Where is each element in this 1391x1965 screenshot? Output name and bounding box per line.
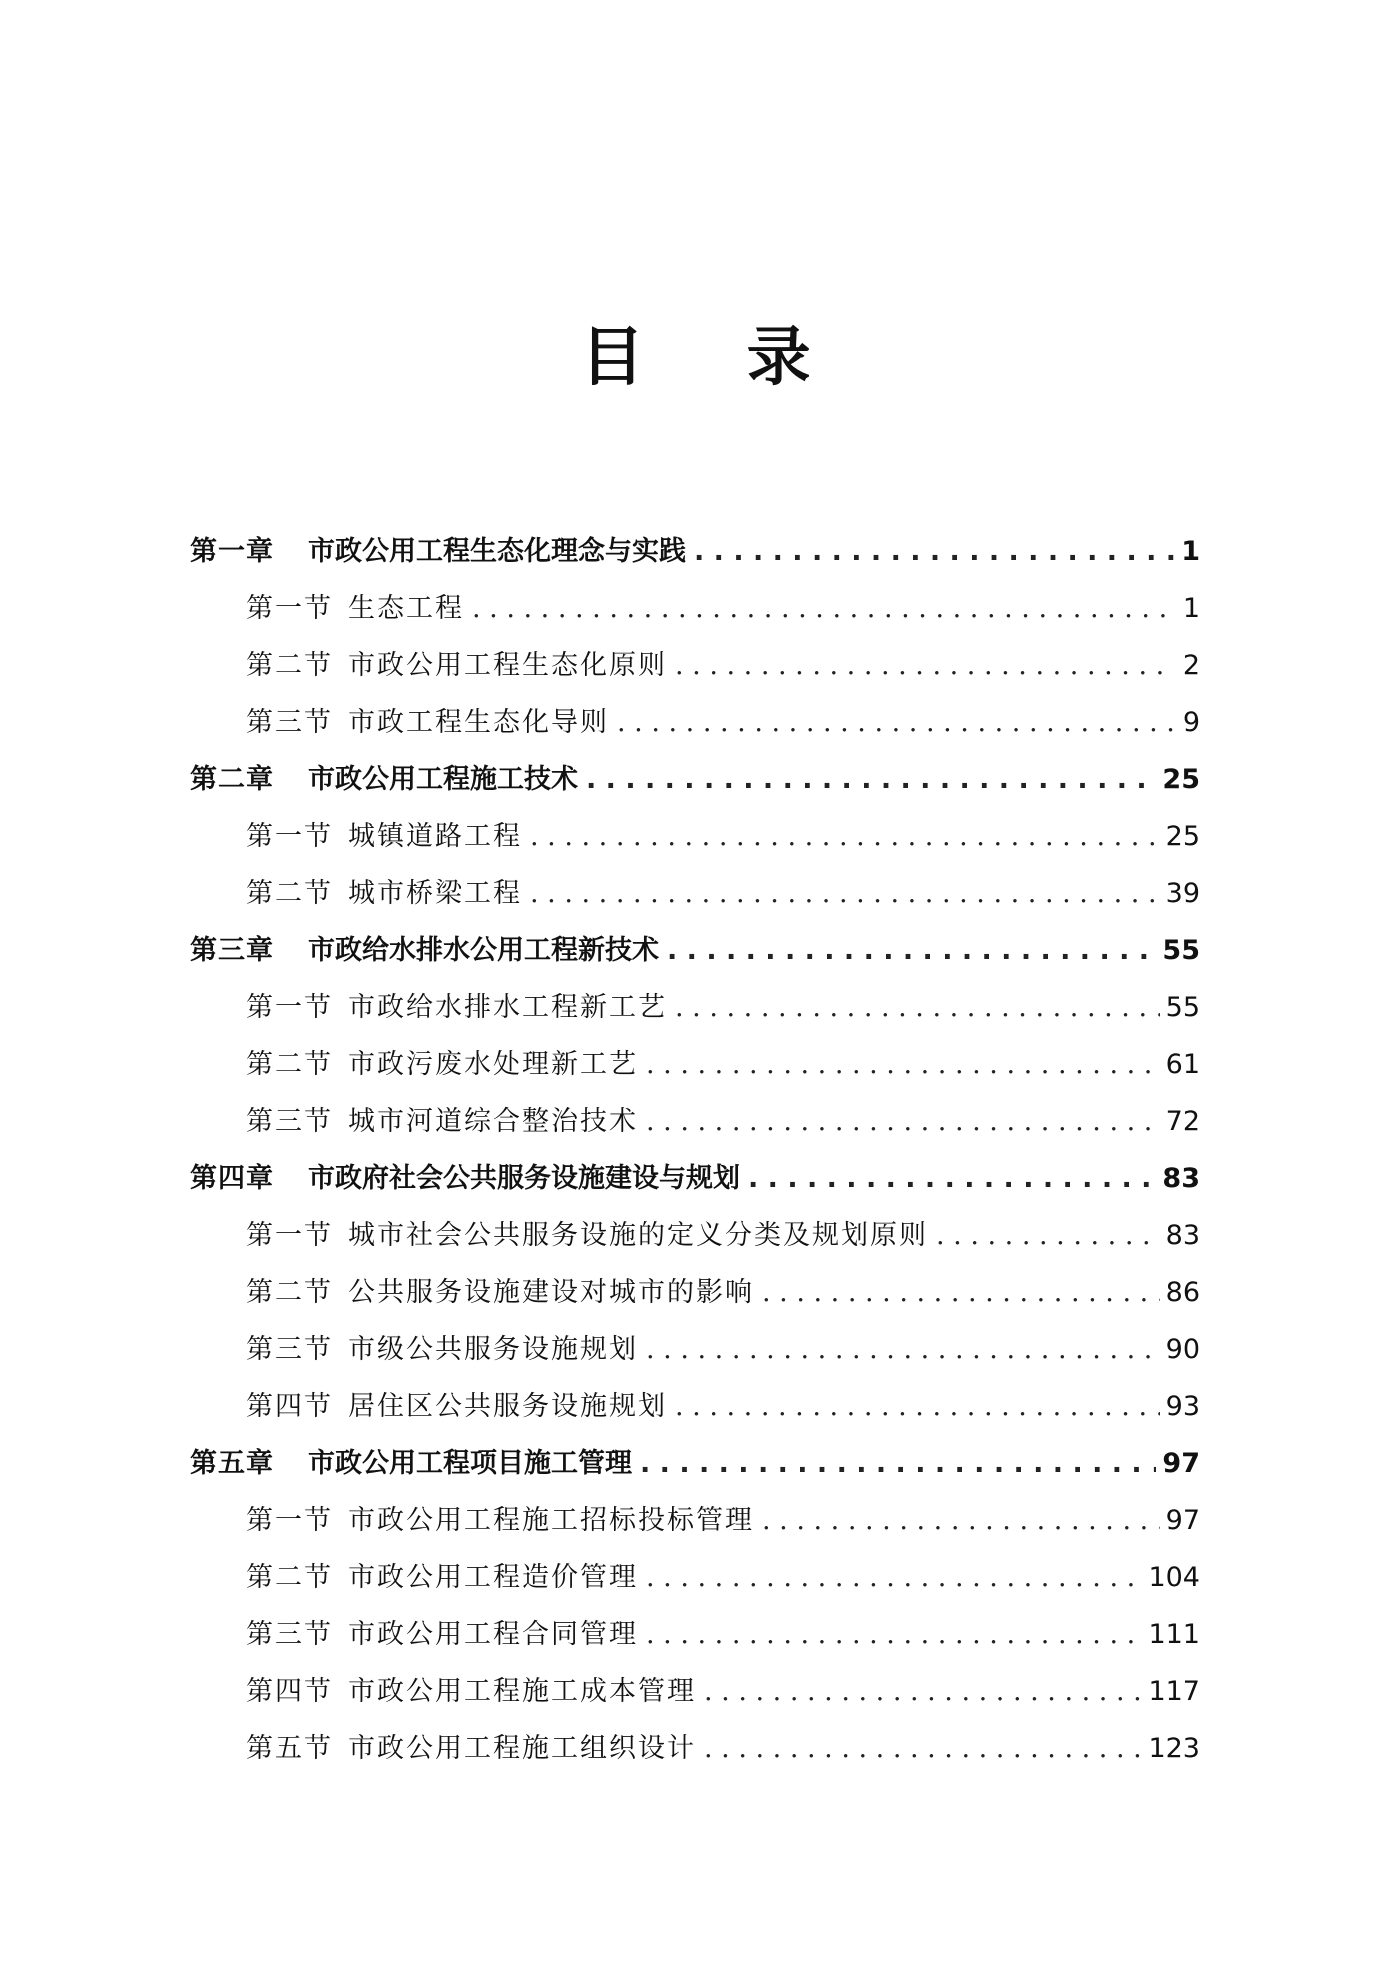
dot-leader xyxy=(472,580,1174,637)
toc-chapter-entry[interactable] xyxy=(190,1435,1200,1492)
entry-title: 城市社会公共服务设施的定义分类及规划原则 xyxy=(348,1220,928,1251)
entry-number: 第一章 xyxy=(190,536,274,567)
entry-number: 第二节 xyxy=(246,1049,333,1080)
dot-leader xyxy=(586,751,1156,808)
dot-leader xyxy=(762,1264,1160,1321)
dot-leader xyxy=(748,1150,1156,1207)
entry-title: 公共服务设施建设对城市的影响 xyxy=(348,1277,754,1308)
entry-number: 第一节 xyxy=(246,992,333,1023)
entry-number: 第三节 xyxy=(246,1619,333,1650)
entry-page-number: 61 xyxy=(1165,1049,1200,1080)
entry-title: 市政公用工程施工技术 xyxy=(308,764,578,795)
entry-number: 第四节 xyxy=(246,1676,333,1707)
toc-chapter-entry[interactable] xyxy=(190,922,1200,979)
entry-title: 居住区公共服务设施规划 xyxy=(348,1391,667,1422)
toc-section-entry[interactable] xyxy=(190,1378,1200,1435)
toc-chapter-entry[interactable] xyxy=(190,751,1200,808)
toc-section-entry[interactable] xyxy=(190,1093,1200,1150)
entry-number: 第二章 xyxy=(190,764,274,795)
entry-title: 市政工程生态化导则 xyxy=(348,707,609,738)
entry-title: 市政公用工程施工招标投标管理 xyxy=(348,1505,754,1536)
entry-page-number: 117 xyxy=(1148,1676,1200,1707)
entry-page-number: 72 xyxy=(1165,1106,1200,1137)
entry-page-number: 83 xyxy=(1165,1220,1200,1251)
entry-page-number: 123 xyxy=(1148,1733,1200,1764)
dot-leader xyxy=(617,694,1174,751)
toc-chapter-entry[interactable] xyxy=(190,1150,1200,1207)
page-title: 目 录 xyxy=(580,321,851,395)
entry-title: 市政公用工程施工组织设计 xyxy=(348,1733,696,1764)
entry-number: 第四章 xyxy=(190,1163,274,1194)
entry-page-number: 55 xyxy=(1165,992,1200,1023)
entry-number: 第一节 xyxy=(246,593,333,624)
toc-section-entry[interactable] xyxy=(190,808,1200,865)
entry-number: 第一节 xyxy=(246,821,333,852)
entry-title: 市政公用工程生态化原则 xyxy=(348,650,667,681)
dot-leader xyxy=(646,1606,1142,1663)
toc-section-entry[interactable] xyxy=(190,865,1200,922)
entry-title: 市政府社会公共服务设施建设与规划 xyxy=(308,1163,740,1194)
toc-section-entry[interactable] xyxy=(190,1492,1200,1549)
entry-title: 市级公共服务设施规划 xyxy=(348,1334,638,1365)
toc-section-entry[interactable] xyxy=(190,580,1200,637)
dot-leader xyxy=(762,1492,1160,1549)
toc-section-entry[interactable] xyxy=(190,1207,1200,1264)
entry-title: 市政公用工程生态化理念与实践 xyxy=(308,536,686,567)
dot-leader xyxy=(675,637,1174,694)
toc-section-entry[interactable] xyxy=(190,1549,1200,1606)
dot-leader xyxy=(646,1093,1160,1150)
dot-leader xyxy=(646,1321,1160,1378)
toc-section-entry[interactable] xyxy=(190,979,1200,1036)
dot-leader xyxy=(640,1435,1156,1492)
dot-leader xyxy=(530,808,1160,865)
entry-title: 市政公用工程项目施工管理 xyxy=(308,1448,632,1479)
entry-number: 第二节 xyxy=(246,1277,333,1308)
toc-section-entry[interactable] xyxy=(190,1663,1200,1720)
entry-page-number: 104 xyxy=(1148,1562,1200,1593)
entry-page-number: 25 xyxy=(1165,821,1200,852)
toc-section-entry[interactable] xyxy=(190,1036,1200,1093)
entry-page-number: 1 xyxy=(1181,536,1200,567)
entry-title: 市政公用工程施工成本管理 xyxy=(348,1676,696,1707)
entry-page-number: 83 xyxy=(1162,1163,1200,1194)
entry-title: 城镇道路工程 xyxy=(348,821,522,852)
entry-page-number: 1 xyxy=(1182,593,1200,624)
entry-title: 市政给水排水工程新工艺 xyxy=(348,992,667,1023)
entry-title: 城市河道综合整治技术 xyxy=(348,1106,638,1137)
dot-leader xyxy=(530,865,1160,922)
entry-number: 第二节 xyxy=(246,1562,333,1593)
dot-leader xyxy=(667,922,1156,979)
dot-leader xyxy=(704,1720,1142,1777)
toc-section-entry[interactable] xyxy=(190,1720,1200,1777)
dot-leader xyxy=(646,1549,1142,1606)
entry-page-number: 86 xyxy=(1165,1277,1200,1308)
entry-page-number: 2 xyxy=(1182,650,1200,681)
toc-chapter-entry[interactable] xyxy=(190,523,1200,580)
dot-leader xyxy=(646,1036,1160,1093)
entry-page-number: 39 xyxy=(1165,878,1200,909)
dot-leader xyxy=(694,523,1174,580)
entry-page-number: 9 xyxy=(1182,707,1200,738)
toc-section-entry[interactable] xyxy=(190,694,1200,751)
entry-number: 第三节 xyxy=(246,1334,333,1365)
toc-section-entry[interactable] xyxy=(190,637,1200,694)
entry-title: 市政公用工程造价管理 xyxy=(348,1562,638,1593)
toc-section-entry[interactable] xyxy=(190,1606,1200,1663)
toc-section-entry[interactable] xyxy=(190,1321,1200,1378)
toc-list xyxy=(190,523,1200,1777)
dot-leader xyxy=(675,1378,1160,1435)
entry-page-number: 93 xyxy=(1165,1391,1200,1422)
entry-number: 第三节 xyxy=(246,707,333,738)
dot-leader xyxy=(675,979,1160,1036)
entry-number: 第五节 xyxy=(246,1733,333,1764)
entry-page-number: 25 xyxy=(1162,764,1200,795)
entry-number: 第三节 xyxy=(246,1106,333,1137)
entry-page-number: 90 xyxy=(1165,1334,1200,1365)
dot-leader xyxy=(704,1663,1142,1720)
entry-title: 市政公用工程合同管理 xyxy=(348,1619,638,1650)
entry-number: 第三章 xyxy=(190,935,274,966)
dot-leader xyxy=(936,1207,1160,1264)
toc-section-entry[interactable] xyxy=(190,1264,1200,1321)
entry-number: 第四节 xyxy=(246,1391,333,1422)
entry-title: 生态工程 xyxy=(348,593,464,624)
entry-page-number: 97 xyxy=(1162,1448,1200,1479)
entry-number: 第一节 xyxy=(246,1505,333,1536)
entry-title: 市政污废水处理新工艺 xyxy=(348,1049,638,1080)
entry-title: 城市桥梁工程 xyxy=(348,878,522,909)
entry-page-number: 97 xyxy=(1165,1505,1200,1536)
entry-number: 第二节 xyxy=(246,650,333,681)
entry-page-number: 55 xyxy=(1162,935,1200,966)
entry-number: 第五章 xyxy=(190,1448,274,1479)
entry-number: 第一节 xyxy=(246,1220,333,1251)
entry-number: 第二节 xyxy=(246,878,333,909)
entry-page-number: 111 xyxy=(1148,1619,1200,1650)
entry-title: 市政给水排水公用工程新技术 xyxy=(308,935,659,966)
